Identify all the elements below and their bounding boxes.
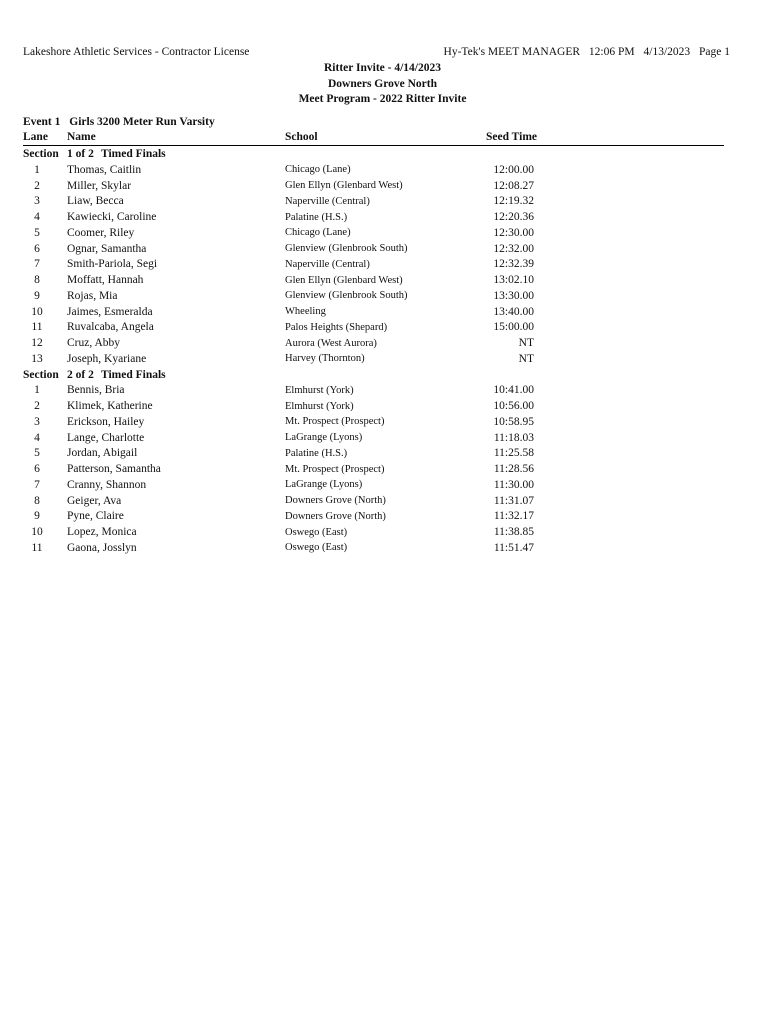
entry-school: Naperville (Central): [285, 258, 370, 270]
entry-school: LaGrange (Lyons): [285, 479, 363, 491]
entry-row: [0, 383, 768, 399]
entry-seed-time: 12:08.27: [493, 179, 534, 192]
section-number: 1 of 2: [67, 148, 94, 160]
entry-lane: 10: [31, 526, 43, 538]
column-header-school: School: [285, 131, 318, 143]
entry-school: Glenview (Glenbrook South): [285, 243, 408, 254]
entry-lane: 8: [34, 274, 40, 286]
event-number: Event 1: [23, 116, 61, 128]
entry-name: Lopez, Monica: [67, 526, 137, 538]
entry-row: [0, 446, 768, 462]
entry-seed-time: 12:00.00: [493, 163, 534, 176]
entry-school: Palatine (H.S.): [285, 447, 348, 459]
entry-name: Jaimes, Esmeralda: [67, 305, 153, 318]
license-text: Lakeshore Athletic Services - Contractor License: [23, 46, 250, 58]
entry-row: [0, 179, 768, 195]
entry-school: Palos Heights (Shepard): [285, 321, 388, 333]
entry-school: Glenview (Glenbrook South): [285, 290, 408, 302]
entry-school: Chicago (Lane): [285, 227, 351, 239]
entry-name: Bennis, Bria: [67, 384, 125, 397]
entry-name: Jordan, Abigail: [67, 447, 138, 460]
entry-seed-time: 11:38.85: [493, 526, 534, 538]
entry-school: Downers Grove (North): [285, 495, 386, 506]
entry-seed-time: 11:25.58: [493, 447, 534, 460]
entry-lane: 12: [31, 337, 43, 349]
entry-lane: 8: [34, 494, 40, 507]
entry-seed-time: 13:40.00: [493, 305, 534, 318]
entry-name: Smith-Pariola, Segi: [67, 258, 158, 271]
entry-seed-time: 13:30.00: [493, 289, 534, 302]
entry-name: Thomas, Caitlin: [67, 163, 142, 176]
entry-lane: 11: [31, 541, 43, 554]
entry-name: Cruz, Abby: [67, 337, 121, 349]
entry-lane: 5: [34, 447, 40, 460]
entry-lane: 11: [31, 321, 43, 334]
entry-school: Aurora (West Aurora): [285, 337, 377, 349]
entry-lane: 10: [31, 305, 43, 318]
entry-lane: 13: [31, 352, 43, 365]
section-type: Timed Finals: [101, 368, 166, 381]
entry-seed-time: 11:31.07: [493, 494, 534, 507]
entry-name: Rojas, Mia: [67, 289, 118, 302]
entry-lane: 4: [34, 431, 40, 444]
entry-seed-time: 12:32.00: [493, 242, 534, 255]
entry-school: Elmhurst (York): [285, 384, 354, 396]
entry-lane: 1: [34, 163, 40, 176]
entry-name: Geiger, Ava: [67, 494, 122, 507]
entry-name: Liaw, Becca: [67, 195, 124, 208]
entry-school: Downers Grove (North): [285, 510, 386, 522]
event-name: Girls 3200 Meter Run Varsity: [69, 116, 215, 128]
entry-name: Ognar, Samantha: [67, 242, 147, 255]
entry-lane: 7: [34, 258, 40, 271]
entry-school: Glen Ellyn (Glenbard West): [285, 180, 403, 191]
entry-lane: 3: [34, 195, 40, 208]
meet-program-title: Meet Program - 2022 Ritter Invite: [298, 93, 467, 105]
entry-name: Moffatt, Hannah: [67, 274, 144, 286]
entry-name: Gaona, Josslyn: [67, 541, 137, 554]
meet-title: Ritter Invite - 4/14/2023: [323, 62, 441, 74]
entry-seed-time: NT: [518, 337, 534, 349]
entry-row: [0, 462, 768, 478]
entries-table: [0, 147, 768, 557]
entry-seed-time: 11:30.00: [493, 478, 534, 491]
entry-lane: 3: [34, 415, 40, 428]
entry-name: Erickson, Hailey: [67, 415, 145, 428]
entry-school: Palatine (H.S.): [285, 211, 348, 223]
section-number: 2 of 2: [67, 368, 94, 381]
entry-seed-time: 10:56.00: [493, 400, 534, 412]
entry-seed-time: 12:19.32: [493, 195, 534, 208]
section-heading: [0, 368, 768, 384]
entry-row: [0, 320, 768, 336]
entry-lane: 7: [34, 478, 40, 491]
page-number: Page 1: [699, 46, 730, 58]
entry-seed-time: 11:18.03: [493, 431, 534, 444]
entry-school: Naperville (Central): [285, 195, 370, 207]
column-header-lane: Lane: [23, 131, 48, 143]
section-label: Section: [23, 368, 59, 381]
entry-school: Elmhurst (York): [285, 400, 354, 412]
entry-lane: 2: [34, 179, 40, 192]
entry-row: [0, 305, 768, 321]
header-rule: [23, 145, 724, 146]
report-date: 4/13/2023: [643, 46, 691, 58]
entry-lane: 1: [34, 384, 40, 397]
entry-school: Mt. Prospect (Prospect): [285, 463, 385, 475]
entry-row: [0, 210, 768, 226]
entry-row: [0, 494, 768, 510]
entry-seed-time: 12:20.36: [493, 211, 534, 223]
entry-lane: 4: [34, 211, 40, 223]
column-header-name: Name: [67, 131, 96, 143]
software-name: Hy-Tek's MEET MANAGER: [443, 46, 581, 58]
entry-row: [0, 226, 768, 242]
entry-seed-time: 11:32.17: [493, 510, 534, 523]
entry-lane: 6: [34, 242, 40, 255]
entry-lane: 6: [34, 463, 40, 475]
entry-school: Harvey (Thornton): [285, 353, 365, 365]
entry-seed-time: 15:00.00: [493, 321, 534, 334]
entry-school: Chicago (Lane): [285, 164, 351, 176]
section-type: Timed Finals: [101, 148, 166, 160]
entry-name: Cranny, Shannon: [67, 478, 147, 491]
entry-row: [0, 415, 768, 431]
section-label: Section: [23, 148, 59, 160]
entry-row: [0, 541, 768, 557]
entry-seed-time: 11:28.56: [493, 463, 534, 475]
entry-row: [0, 163, 768, 179]
report-info: [444, 46, 730, 58]
entry-seed-time: 10:41.00: [493, 384, 534, 397]
column-header-seed-time: Seed Time: [486, 131, 538, 143]
entry-row: [0, 509, 768, 525]
entry-name: Joseph, Kyariane: [67, 352, 147, 365]
entry-row: [0, 478, 768, 494]
entry-seed-time: 12:30.00: [493, 226, 534, 239]
entry-lane: 5: [34, 226, 40, 239]
entry-seed-time: 12:32.39: [493, 258, 534, 271]
entry-row: [0, 242, 768, 258]
entry-row: [0, 399, 768, 415]
entry-school: Oswego (East): [285, 526, 348, 538]
entry-name: Pyne, Claire: [67, 510, 124, 523]
entry-seed-time: 11:51.47: [493, 541, 534, 554]
entry-row: [0, 273, 768, 289]
column-headers: [23, 131, 723, 145]
entry-seed-time: 10:58.95: [493, 415, 534, 428]
section-heading: [0, 147, 768, 163]
entry-row: [0, 194, 768, 210]
entry-name: Klimek, Katherine: [67, 400, 153, 412]
entry-name: Ruvalcaba, Angela: [67, 321, 154, 334]
entry-row: [0, 525, 768, 541]
report-time: 12:06 PM: [588, 46, 635, 58]
entry-school: Wheeling: [285, 306, 326, 317]
entry-name: Coomer, Riley: [67, 226, 135, 239]
entry-lane: 9: [34, 510, 40, 523]
entry-row: [0, 431, 768, 447]
entry-row: [0, 352, 768, 368]
entry-school: LaGrange (Lyons): [285, 432, 363, 443]
entry-school: Glen Ellyn (Glenbard West): [285, 274, 403, 286]
entry-name: Kawiecki, Caroline: [67, 211, 157, 223]
entry-row: [0, 289, 768, 305]
entry-seed-time: 13:02.10: [493, 274, 534, 286]
entry-name: Patterson, Samantha: [67, 463, 161, 475]
entry-school: Oswego (East): [285, 542, 348, 554]
entry-lane: 9: [34, 289, 40, 302]
entry-seed-time: NT: [518, 352, 534, 365]
entry-row: [0, 336, 768, 352]
entry-name: Miller, Skylar: [67, 179, 132, 192]
entry-row: [0, 257, 768, 273]
entry-lane: 2: [34, 400, 40, 412]
meet-titles: [0, 61, 768, 108]
entry-school: Mt. Prospect (Prospect): [285, 416, 385, 428]
event-heading: [23, 116, 215, 128]
entry-name: Lange, Charlotte: [67, 431, 145, 444]
meet-host: Downers Grove North: [327, 77, 438, 90]
